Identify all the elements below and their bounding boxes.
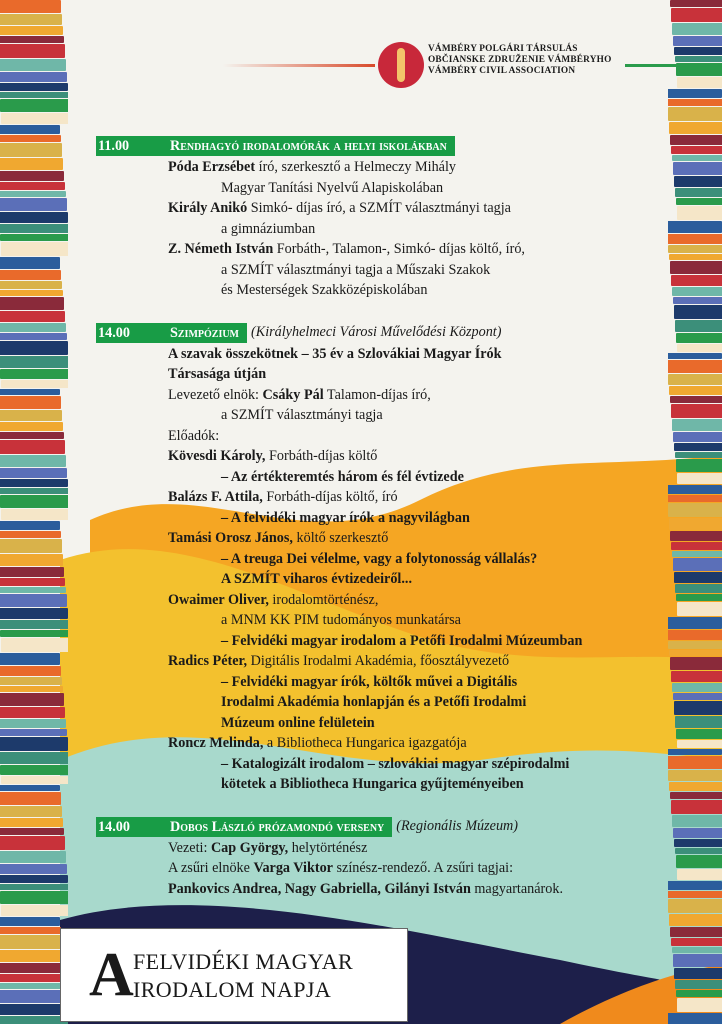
book-spine [0,44,65,58]
bold-text: A SZMÍT viharos évtizedeiről... [221,571,413,587]
book-spine [671,404,722,418]
plain-text: magyartanárok. [470,880,564,897]
book-spine [0,594,67,607]
book-spine [670,396,722,403]
book-spine [0,495,68,508]
book-spine [676,855,722,868]
book-spine [0,83,68,91]
book-spine [670,927,722,937]
book-spine [0,410,62,421]
book-spine [0,677,62,685]
book-spine [675,452,722,458]
book-spine [0,26,63,35]
program-line [96,405,656,426]
book-spine [0,432,64,439]
book-spine [669,914,722,926]
plain-text: költő szerkesztő [292,530,389,546]
bold-text: Irodalmi Akadémia honlapján és a Petőfi Irodalmi [221,694,527,710]
book-spine [675,188,722,197]
program-line [96,426,656,447]
book-spine [1,776,68,784]
plain-text: Levezető elnök: [168,386,263,403]
book-spine [668,881,722,890]
book-spine [0,765,68,775]
book-spine [674,968,722,979]
book-spine [674,443,722,451]
book-spine [0,270,61,280]
book-spine [671,146,722,154]
program-line [96,774,656,795]
plain-text: a Bibliotheca Hungarica igazgatója [263,735,467,751]
section-time: 14.00 [96,323,158,343]
book-spine [1,242,68,256]
bold-text: Cap György, [210,839,289,856]
program-line [96,198,656,219]
plain-text: és Mesterségek Szakközépiskolában [221,282,428,298]
book-spine [0,440,65,454]
section-header [96,136,656,156]
book-spine [0,396,61,409]
book-spine [0,369,68,379]
book-spine [0,290,63,296]
book-stack-right [668,0,722,1024]
program-line [96,754,656,775]
book-spine [0,686,63,692]
program-line [96,672,656,693]
book-spine [673,36,722,46]
book-spine [0,72,67,82]
book-spine [0,927,61,934]
book-spine [668,770,722,781]
book-spine [676,729,722,739]
book-spine [677,869,722,880]
book-spine [0,851,66,863]
event-title-box [60,928,408,1022]
book-spine [0,620,68,629]
book-spine [0,323,66,332]
bold-text: Tamási Orosz János, [168,530,293,546]
plain-text: a MNM KK PIM tudományos munkatársa [221,612,461,628]
program-line [96,260,656,281]
program-line [96,590,656,611]
book-spine [668,756,722,769]
section-venue: (Regionális Múzeum) [396,818,519,835]
book-spine [0,99,68,112]
book-spine [672,287,722,296]
plain-text: A zsűri elnöke [168,860,254,876]
book-spine [0,578,65,586]
book-spine [0,389,60,395]
title-initial: A [89,941,134,1009]
book-spine [675,980,722,989]
bold-text: Csáky Pál [262,386,324,403]
book-spine [672,419,722,431]
program-line [96,239,656,260]
book-spine [0,143,62,157]
section-header [96,323,656,343]
section-time: 14.00 [96,817,158,837]
bold-text: Owaimer Oliver, [168,591,269,608]
plain-text: Talamon-díjas író, [323,386,431,403]
program-line [96,178,656,199]
bold-text: Társasága útján [168,366,267,382]
section-venue: (Királyhelmeci Városi Művelődési Központ) [251,324,502,341]
section-time: 11.00 [96,136,158,156]
section-header [96,817,656,837]
book-spine [677,344,722,352]
book-spine [0,198,67,211]
plain-text: Forbáth-díjas költő [265,448,378,464]
book-spine [668,99,722,106]
bold-text: Z. Németh István [168,241,274,257]
org-name-sk: OBČIANSKE ZDRUŽENIE VÁMBÉRYHO [428,55,612,65]
book-spine [0,990,67,1003]
program-line [96,631,656,652]
book-spine [0,234,68,241]
org-name-hu: VÁMBÉRY POLGÁRI TÁRSULÁS [428,44,578,54]
book-spine [1,113,68,124]
book-spine [0,0,61,13]
book-spine [0,182,65,190]
plain-text: színész-rendező. A zsűri tagjai: [332,860,514,876]
book-spine [0,875,68,883]
book-spine [674,47,722,55]
program-line [96,157,656,178]
book-spine [673,297,722,304]
book-spine [669,386,722,395]
program-line [96,467,656,488]
book-spine [676,198,722,205]
book-spine [668,374,722,385]
book-spine [0,531,61,538]
plain-text: a SZMÍT választmányi tagja [221,407,383,423]
book-spine [0,818,63,827]
book-spine [673,432,722,442]
book-spine [0,488,68,494]
book-spine [668,245,722,253]
header-line-right [625,64,685,67]
header-line-left [223,64,375,67]
book-spine [677,740,722,748]
book-spine [0,59,66,71]
book-spine [669,782,722,791]
book-spine [0,752,68,764]
program-content [96,136,656,899]
program-line [96,446,656,467]
book-stack-left [0,0,68,1024]
program-line [96,651,656,672]
book-spine [671,800,722,814]
book-spine [672,947,722,953]
book-spine [668,353,722,359]
title-line-2: IRODALOM NAPJA [133,977,332,1002]
book-spine [0,468,67,478]
book-spine [0,92,68,98]
book-spine [668,495,722,502]
book-spine [675,320,722,332]
book-spine [673,954,722,967]
program-line [96,344,656,365]
book-spine [673,162,722,175]
book-spine [674,701,722,715]
book-spine [676,594,722,601]
book-spine [670,657,722,670]
book-spine [676,990,722,997]
book-spine [672,23,722,35]
book-spine [0,212,68,223]
book-spine [0,191,66,197]
bold-text: Balázs F. Attila, [168,489,263,505]
plain-text: Előadók: [168,427,220,444]
bold-text: – Felvidéki magyar irodalom a Petőfi Irodalmi Múzeumban [221,632,583,649]
bold-text: A szavak összekötnek – 35 év a Szlovákiai Magyar Írók [168,345,502,362]
plain-text: Forbáth-díjas költő, író [262,489,398,505]
book-spine [668,234,722,244]
org-name-en: VÁMBÉRY CIVIL ASSOCIATION [428,66,576,76]
book-spine [1,509,68,520]
book-spine [1,905,68,916]
organization-header [378,38,678,98]
book-spine [0,158,63,170]
book-spine [674,176,722,187]
book-spine [668,630,722,640]
book-spine [676,459,722,472]
program-line [96,280,656,301]
program-line [96,508,656,529]
plain-text: Magyar Tanítási Nyelvű Alapiskolában [221,179,444,196]
book-spine [671,938,722,946]
program-line [96,569,656,590]
book-spine [0,311,65,322]
book-spine [675,584,722,593]
book-spine [675,56,722,62]
book-spine [0,333,67,340]
bold-text: Roncz Melinda, [168,735,264,751]
book-spine [668,891,722,898]
plain-text: Simkó- díjas író, a SZMÍT választmányi tagja [247,200,511,216]
book-spine [0,630,68,637]
book-spine [669,518,722,530]
book-spine [0,356,68,368]
bold-text: Varga Viktor [253,860,333,876]
bold-text: Király Anikó [168,200,248,216]
book-spine [677,473,722,484]
book-spine [672,815,722,827]
book-spine [677,998,722,1012]
book-spine [669,254,722,260]
book-spine [0,792,61,805]
book-spine [670,261,722,274]
book-spine [674,305,722,319]
book-spine [0,864,67,874]
book-spine [668,485,722,494]
book-spine [0,455,66,467]
section-title: Dobos László prózamondó verseny [158,817,392,837]
book-spine [0,257,60,269]
book-spine [0,917,60,926]
book-spine [0,828,64,835]
bold-text: Pankovics Andrea, Nagy Gabriella, Gilányi István [168,880,471,897]
plain-text: író, szerkesztő a Helmeczy Mihály [255,159,457,175]
plain-text: a SZMÍT választmányi tagja a Műszaki Szakok [221,261,491,278]
book-spine [668,107,722,121]
book-spine [0,653,60,665]
book-spine [0,693,64,706]
bold-text: – Katalogizált irodalom – szlovákiai magyar szépirodalmi [221,755,570,772]
vambery-logo-icon [378,42,424,88]
book-spine [675,716,722,728]
book-spine [0,554,63,566]
book-spine [0,974,65,982]
book-spine [0,707,65,718]
book-spine [669,650,722,656]
book-spine [0,963,64,973]
section-title: Szimpózium [158,323,247,343]
book-spine [0,125,60,134]
book-spine [0,884,68,890]
book-spine [668,503,722,517]
book-spine [677,206,722,220]
book-spine [0,836,65,850]
program-line [96,879,656,900]
plain-text: Forbáth-, Talamon-, Simkó- díjas költő, író, [273,241,525,257]
program-line [96,713,656,734]
book-spine [0,950,63,962]
book-spine [668,221,722,233]
book-spine [0,587,66,593]
book-spine [1,380,68,388]
program-line [96,549,656,570]
plain-text: Digitális Irodalmi Akadémia, főosztályvezető [247,653,510,669]
book-spine [668,1013,722,1024]
book-spine [670,792,722,799]
book-spine [674,572,722,583]
book-spine [0,891,68,904]
program-line [96,858,656,879]
book-spine [668,641,722,649]
bold-text: – A treuga Dei vélelme, vagy a folytonosság vállalás? [221,550,538,567]
bold-text: Kövesdi Károly, [168,448,266,464]
book-spine [0,539,62,553]
book-spine [677,77,722,88]
program-line [96,487,656,508]
book-spine [0,719,66,728]
book-spine [0,479,68,487]
book-spine [0,1004,68,1015]
book-spine [672,551,722,557]
book-spine [671,275,722,286]
program-section [96,323,656,795]
bold-text: Múzeum online felületein [221,714,375,731]
book-spine [0,224,68,233]
book-spine [672,155,722,161]
title-line-1: FELVIDÉKI MAGYAR [133,949,354,974]
program-line [96,528,656,549]
bold-text: – Az értékteremtés három és fél évtizede [221,468,464,485]
book-spine [0,521,60,530]
book-spine [0,341,68,355]
bold-text: Póda Erzsébet [168,159,256,175]
plain-text: helytörténész [288,839,368,856]
book-spine [671,8,722,22]
program-line [96,385,656,406]
book-spine [0,935,62,949]
book-spine [1,638,68,652]
book-spine [673,558,722,571]
book-spine [671,542,722,550]
book-spine [670,135,722,145]
book-spine [674,839,722,847]
program-line [96,733,656,754]
book-spine [676,333,722,343]
book-spine [668,617,722,629]
book-spine [0,281,62,289]
book-spine [668,749,722,755]
section-title: Rendhagyó irodalomórák a helyi iskolákban [158,136,455,156]
book-spine [0,567,64,577]
book-spine [668,360,722,373]
book-spine [0,171,64,181]
book-spine [0,297,64,310]
bold-text: – Felvidéki magyar írók, költők művei a Digitális [221,673,518,690]
book-spine [675,848,722,854]
book-spine [0,737,68,751]
book-spine [677,602,722,616]
program-line [96,610,656,631]
program-line [96,838,656,859]
bold-text: Radics Péter, [168,653,248,669]
book-spine [0,1016,68,1024]
bold-text: kötetek a Bibliotheca Hungarica gyűjteményeiben [221,776,524,792]
book-spine [673,828,722,838]
bold-text: – A felvidéki magyar írók a nagyvilágban [221,509,470,526]
book-spine [0,729,67,736]
plain-text: Vezeti: [168,839,211,856]
book-spine [0,666,61,676]
plain-text: irodalomtörténész, [268,591,379,608]
book-spine [671,671,722,682]
program-section [96,817,656,900]
program-line [96,692,656,713]
program-line [96,219,656,240]
book-spine [668,899,722,913]
plain-text: a gimnáziumban [221,220,316,237]
book-spine [670,0,722,7]
book-spine [0,14,62,25]
book-spine [670,531,722,541]
program-line [96,364,656,385]
book-spine [0,135,61,142]
book-spine [0,806,62,817]
book-spine [0,36,64,43]
book-spine [673,693,722,700]
book-spine [0,608,68,619]
book-spine [0,422,63,431]
book-spine [0,785,60,791]
book-spine [672,683,722,692]
book-spine [669,122,722,134]
book-spine [0,983,66,989]
program-section [96,136,656,301]
